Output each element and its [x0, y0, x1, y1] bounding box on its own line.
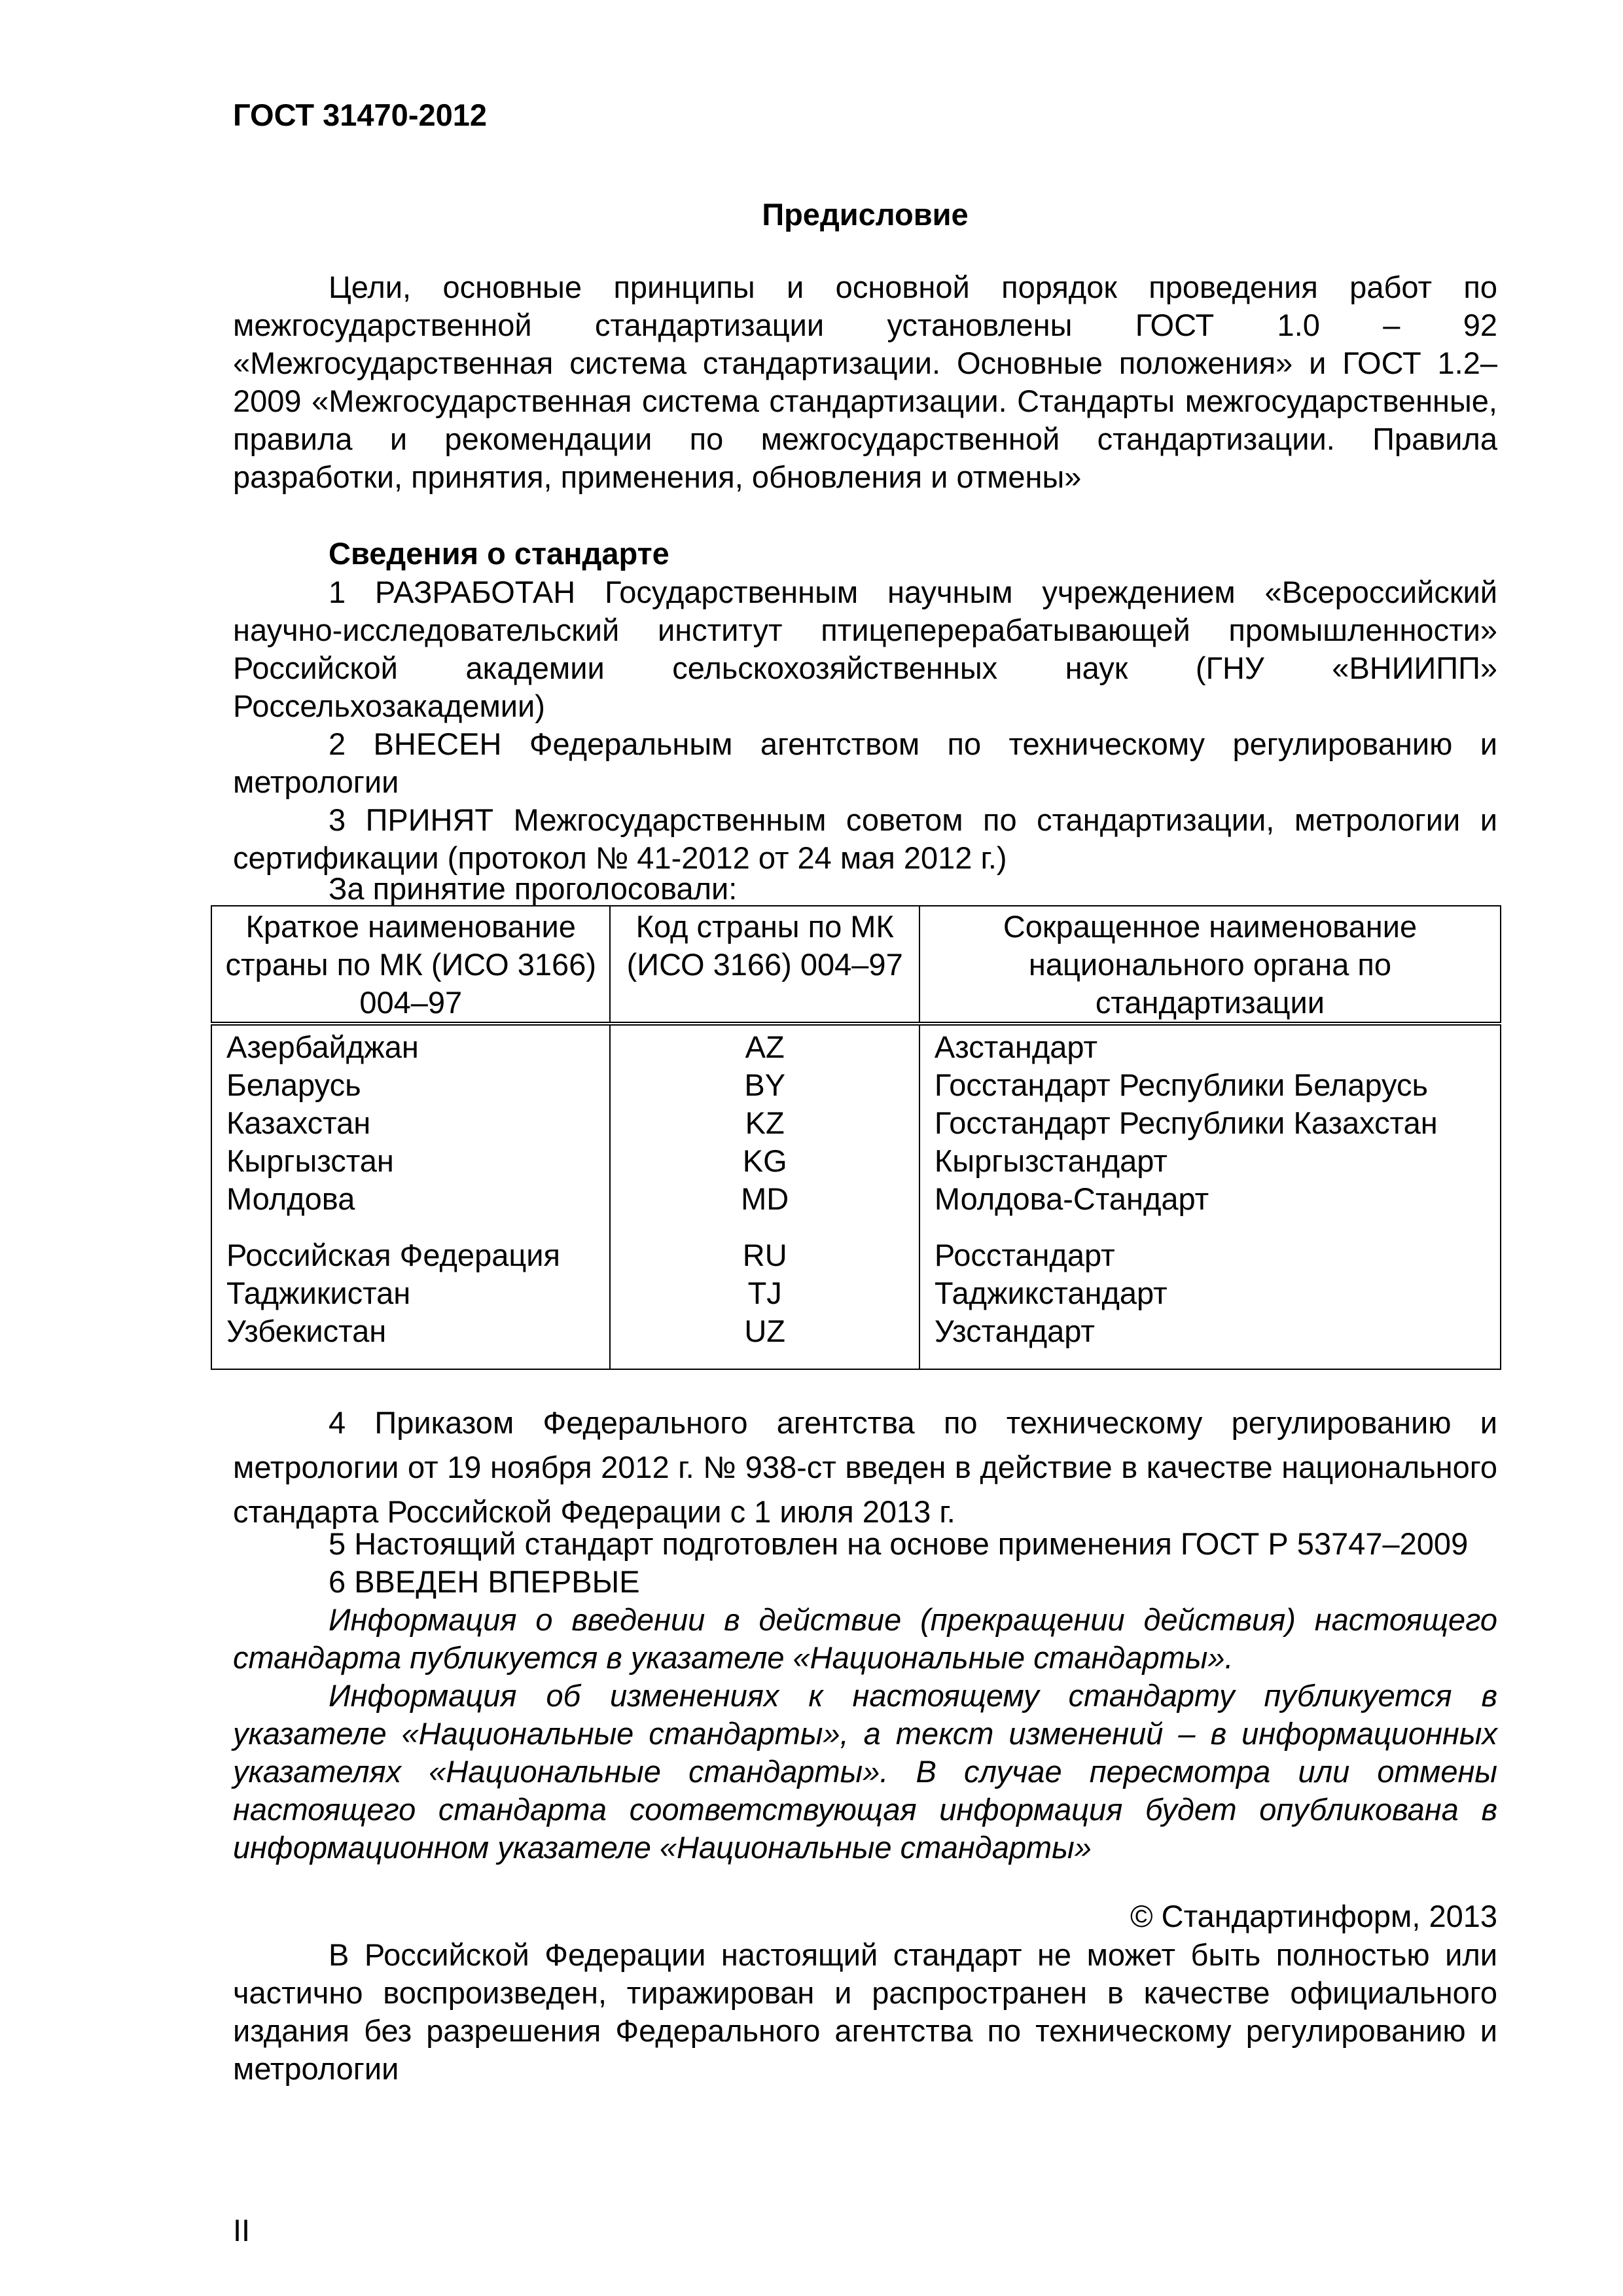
table-header-row: [211, 906, 1501, 1024]
country-cell: Российская Федерация: [211, 1218, 610, 1274]
note-1: Информация о введении в действие (прекращении действия) настоящего стандарта публикуется в указателе «Национальные стандарты».: [233, 1602, 1497, 1675]
body-cell: Кыргызстандарт: [919, 1142, 1501, 1180]
code-cell: BY: [610, 1066, 919, 1104]
items-body-2: [233, 1525, 1497, 1601]
country-cell: Таджикистан: [211, 1274, 610, 1312]
items-body: [233, 1401, 1497, 1534]
column-header-code: Код страны по МК (ИСО 3166) 004–97: [610, 906, 919, 1024]
table-row: [211, 1274, 1501, 1312]
page-number: II: [233, 2213, 251, 2248]
country-cell: Азербайджан: [211, 1024, 610, 1066]
notes-body: [233, 1601, 1497, 1867]
code-cell: KG: [610, 1142, 919, 1180]
document-code: ГОСТ 31470-2012: [233, 98, 488, 132]
table-row: [211, 1180, 1501, 1218]
info-item-3: 3 ПРИНЯТ Межгосударственным советом по стандартизации, метрологии и сертификации (протокол № 41-2012 от 24 мая 2012 г.): [233, 802, 1497, 875]
foreword-body: [233, 268, 1497, 496]
table-row: [211, 1066, 1501, 1104]
country-cell: Беларусь: [211, 1066, 610, 1104]
body-cell: Азстандарт: [919, 1024, 1501, 1066]
item-6: 6 ВВЕДЕН ВПЕРВЫЕ: [329, 1564, 640, 1599]
column-header-body: Сокращенное наименование национального органа по стандартизации: [919, 906, 1501, 1024]
country-cell: Казахстан: [211, 1104, 610, 1142]
code-cell: UZ: [610, 1312, 919, 1369]
table-row: [211, 1218, 1501, 1274]
votes-label: За принятие проголосовали:: [329, 871, 738, 906]
code-cell: MD: [610, 1180, 919, 1218]
note-2: Информация об изменениях к настоящему стандарту публикуется в указателе «Национальные стандарты», а текст изменений – в информационных указателях «Национальные стандарты». В случае пересмотра или отмены настоящего стандарта соответствующая информация будет опубликована в информационном указателе «Национальные стандарты»: [233, 1678, 1497, 1865]
voting-table: [211, 905, 1501, 1370]
code-cell: KZ: [610, 1104, 919, 1142]
info-item-1: 1 РАЗРАБОТАН Государственным научным учреждением «Всероссийский научно-исследовательский институт птицеперерабатывающей промышленности» Российской академии сельскохозяйственных наук (ГНУ «ВНИИПП» Россельхозакадемии): [233, 575, 1497, 723]
copyright: © Стандартинформ, 2013: [1130, 1899, 1497, 1933]
standard-info-body: [233, 573, 1497, 877]
country-cell: Кыргызстан: [211, 1142, 610, 1180]
country-cell: Молдова: [211, 1180, 610, 1218]
foreword-title: Предисловие: [762, 197, 969, 232]
code-cell: RU: [610, 1218, 919, 1274]
foreword-intro: Цели, основные принципы и основной порядок проведения работ по межгосударственной стандартизации установлены ГОСТ 1.0 – 92 «Межгосударственная система стандартизации. Основные положения» и ГОСТ 1.2–2009 «Межгосударственная система стандартизации. Стандарты межгосударственные, правила и рекомендации по межгосударственной стандартизации. Правила разработки, принятия, применения, обновления и отмены»: [233, 270, 1497, 494]
code-cell: AZ: [610, 1024, 919, 1066]
body-cell: Госстандарт Республики Казахстан: [919, 1104, 1501, 1142]
rights-text: В Российской Федерации настоящий стандарт не может быть полностью или частично воспроизведен, тиражирован и распространен в качестве официального издания без разрешения Федерального агентства по техническому регулированию и метрологии: [233, 1937, 1497, 2086]
table-row: [211, 1312, 1501, 1369]
body-cell: Госстандарт Республики Беларусь: [919, 1066, 1501, 1104]
column-header-country: Краткое наименование страны по МК (ИСО 3166) 004–97: [211, 906, 610, 1024]
info-item-2: 2 ВНЕСЕН Федеральным агентством по техническому регулированию и метрологии: [233, 726, 1497, 799]
table-row: [211, 1104, 1501, 1142]
body-cell: Росстандарт: [919, 1218, 1501, 1274]
code-cell: TJ: [610, 1274, 919, 1312]
standard-info-heading: Сведения о стандарте: [329, 536, 669, 571]
body-cell: Узстандарт: [919, 1312, 1501, 1369]
table-row: [211, 1024, 1501, 1066]
item-4: 4 Приказом Федерального агентства по техническому регулированию и метрологии от 19 ноября 2012 г. № 938-ст введен в действие в качестве национального стандарта Российской Федерации с 1 июля 2013 г.: [233, 1405, 1497, 1529]
table-row: [211, 1142, 1501, 1180]
country-cell: Узбекистан: [211, 1312, 610, 1369]
body-cell: Таджикстандарт: [919, 1274, 1501, 1312]
body-cell: Молдова-Стандарт: [919, 1180, 1501, 1218]
rights-body: [233, 1936, 1497, 2088]
item-5: 5 Настоящий стандарт подготовлен на основе применения ГОСТ Р 53747–2009: [329, 1526, 1469, 1561]
